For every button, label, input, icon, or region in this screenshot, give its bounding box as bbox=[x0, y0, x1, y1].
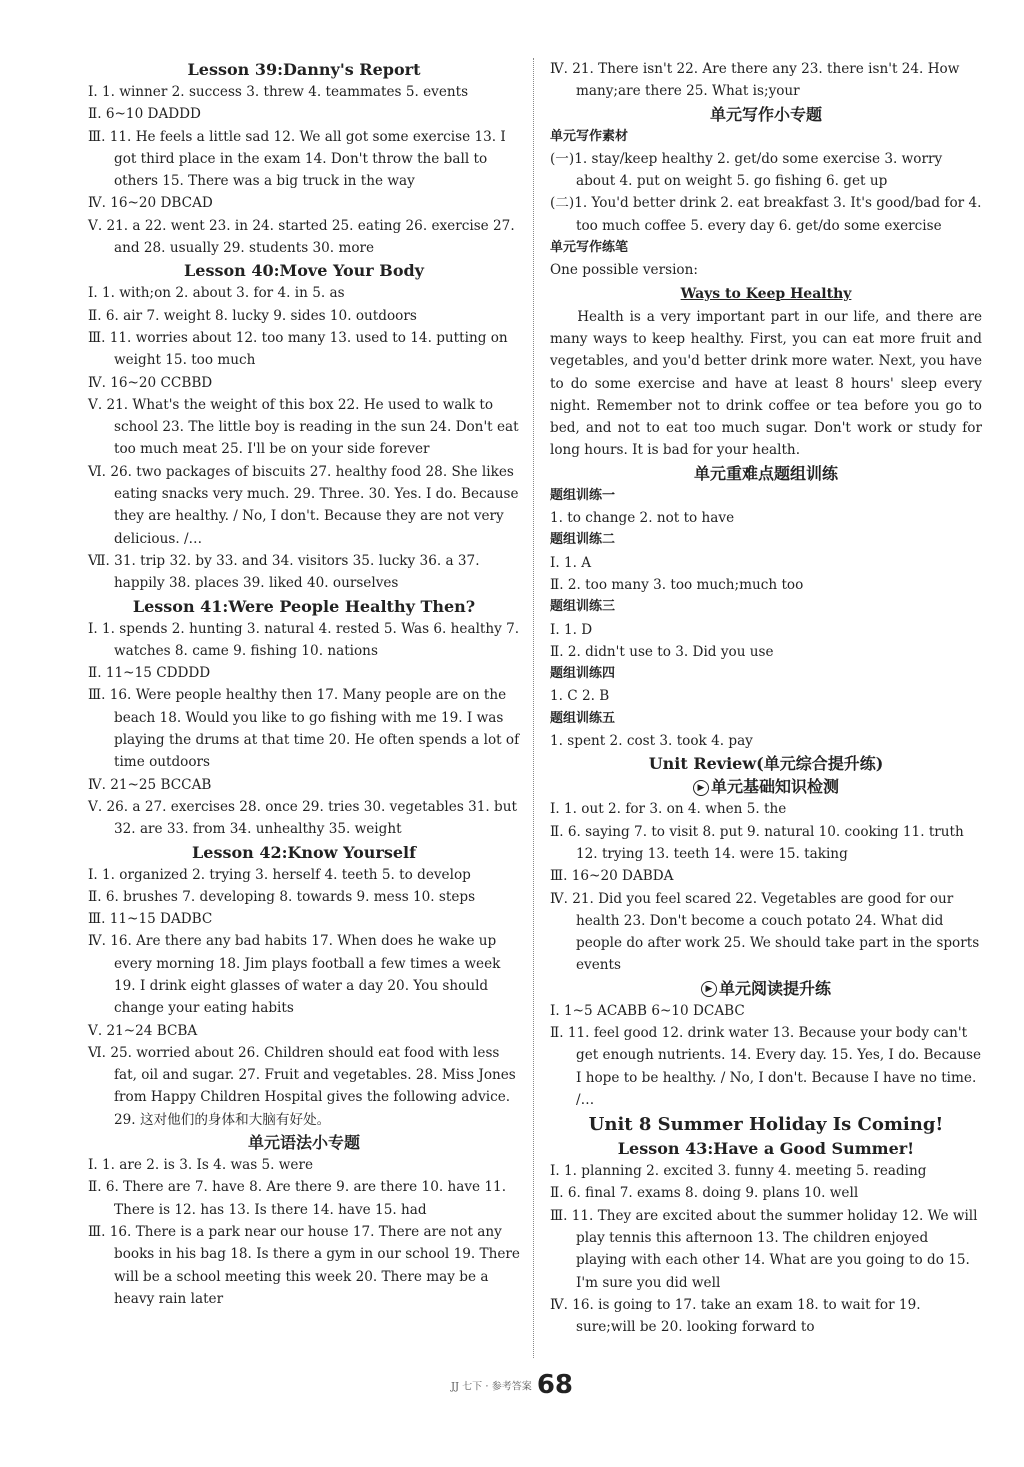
column-divider bbox=[533, 58, 534, 1358]
answer-item: Ⅱ. 11. feel good 12. drink water 13. Because your body can't get enough nutrients. 14. Every day. 15. Yes, I do. Because I hope to be healthy. / No, I don't. Because I have no time. /… bbox=[550, 1024, 982, 1108]
section-title: Lesson 43:Have a Good Summer! bbox=[617, 1139, 915, 1159]
answer-line: Ⅰ. 1. A bbox=[550, 554, 592, 571]
essay-paragraph: Health is a very important part in our life, and there are many ways to keep healthy. First, you can eat more fruit and vegetables, and you'd better drink more water. Next, you have to do some exercise and have at least 8 hours' sleep every night. Remember not to drink coffee or tea before you go to bed, and not to eat too much sugar. Don't work or study for long hours. It is bad for your health. bbox=[550, 308, 982, 459]
answer-line: Ⅰ. 1. D bbox=[550, 621, 593, 638]
play-circle-icon: ▶ bbox=[693, 780, 709, 796]
answer-item: (二)1. You'd better drink 2. eat breakfast 3. It's good/bad for 4. too much coffee 5. every day 6. get/do some exercise bbox=[550, 195, 982, 234]
answer-item: Ⅵ. 26. two packages of biscuits 27. healthy food 28. She likes eating snacks very much. 29. Three. 30. Yes. I do. Because they are healthy. / No, I don't. Because they are not very delicious. /… bbox=[88, 463, 519, 547]
answer-line: 1. C 2. B bbox=[550, 688, 610, 705]
page-number: 68 bbox=[536, 1370, 573, 1400]
section-label: 题组训练三 bbox=[550, 599, 616, 615]
unit-title: Unit 8 Summer Holiday Is Coming! bbox=[588, 1114, 944, 1136]
answer-item: Ⅲ. 11. worries about 12. too many 13. used to 14. putting on weight 15. too much bbox=[88, 329, 508, 369]
answer-item: Ⅰ. 1. out 2. for 3. on 4. when 5. the bbox=[550, 801, 787, 818]
answer-item: Ⅱ. 6. brushes 7. developing 8. towards 9. mess 10. steps bbox=[88, 888, 476, 905]
answer-item: Ⅴ. 21. a 22. went 23. in 24. started 25. eating 26. exercise 27. and 28. usually 29. students 30. more bbox=[88, 217, 515, 257]
answer-line: Ⅱ. 2. too many 3. too much;much too bbox=[550, 576, 804, 593]
section-title: 单元语法小专题 bbox=[247, 1133, 360, 1153]
play-circle-icon: ▶ bbox=[701, 981, 717, 997]
answer-item: Ⅲ. 16. Were people healthy then 17. Many people are on the beach 18. Would you like to go fishing with me 19. I was playing the drums at that time 20. He often spends a lot of time outdoors bbox=[88, 687, 520, 771]
answer-item: Ⅰ. 1. organized 2. trying 3. herself 4. teeth 5. to develop bbox=[88, 866, 471, 883]
section-label: 单元写作素材 bbox=[550, 128, 629, 144]
answer-line: Ⅱ. 2. didn't use to 3. Did you use bbox=[550, 643, 774, 660]
section-title: Lesson 40:Move Your Body bbox=[184, 261, 424, 281]
section-title: Lesson 42:Know Yourself bbox=[192, 842, 416, 862]
answer-item: Ⅰ. 1. winner 2. success 3. threw 4. teammates 5. events bbox=[88, 84, 469, 100]
subsection-title bbox=[550, 776, 982, 798]
page-footer bbox=[0, 1370, 1024, 1400]
answer-item: Ⅲ. 11. They are excited about the summer holiday 12. We will play tennis this afternoon 13. The children enjoyed playing with each other 14. What are you going to do 15. I'm sure you did well bbox=[550, 1207, 978, 1291]
section-title: 单元写作小专题 bbox=[709, 104, 822, 124]
answer-item: Ⅴ. 21~24 BCBA bbox=[88, 1022, 198, 1039]
answer-item: Ⅴ. 21. What's the weight of this box 22. He used to walk to school 23. The little boy is reading in the sun 24. Don't eat too much meat 25. I'll be on your side forever bbox=[88, 396, 519, 458]
answer-item: Ⅲ. 16~20 DABDA bbox=[550, 868, 674, 885]
answer-item: Ⅱ. 6~10 DADDD bbox=[88, 106, 201, 123]
answer-item: Ⅲ. 16. There is a park near our house 17. There are not any books in his bag 18. Is there a gym in our school 19. There will be a school meeting this week 20. There may be a heavy rain later bbox=[88, 1223, 520, 1307]
answer-item: Ⅱ. 6. saying 7. to visit 8. put 9. natural 10. cooking 11. truth 12. trying 13. teeth 14. were 15. taking bbox=[550, 823, 964, 862]
answer-line: One possible version: bbox=[550, 262, 698, 279]
answer-item: Ⅰ. 1. are 2. is 3. Is 4. was 5. were bbox=[88, 1157, 314, 1174]
section-label: 题组训练二 bbox=[550, 532, 616, 548]
answer-item: Ⅴ. 26. a 27. exercises 28. once 29. tries 30. vegetables 31. but 32. are 33. from 34. unhealthy 35. weight bbox=[88, 798, 517, 838]
answer-line: 1. spent 2. cost 3. took 4. pay bbox=[550, 733, 753, 750]
answer-item: Ⅳ. 16. is going to 17. take an exam 18. to wait for 19. sure;will be 20. looking forward to bbox=[550, 1296, 921, 1336]
section-label: 题组训练四 bbox=[550, 666, 616, 682]
section-title: 单元重难点题组训练 bbox=[693, 463, 838, 483]
section-label: 题组训练五 bbox=[550, 710, 616, 726]
subsection-title-text: 单元阅读提升练 bbox=[718, 978, 831, 998]
answer-item: Ⅱ. 11~15 CDDDD bbox=[88, 665, 211, 682]
subsection-title-text: 单元基础知识检测 bbox=[710, 777, 839, 797]
answer-item: Ⅱ. 6. air 7. weight 8. lucky 9. sides 10. outdoors bbox=[88, 307, 417, 324]
answer-item: Ⅰ. 1. planning 2. excited 3. funny 4. meeting 5. reading bbox=[550, 1163, 927, 1180]
answer-item: Ⅰ. 1~5 ACABB 6~10 DCABC bbox=[550, 1002, 745, 1019]
section-label: 单元写作练笔 bbox=[550, 240, 629, 256]
left-column bbox=[88, 58, 520, 1310]
answer-item: Ⅵ. 25. worried about 26. Children should eat food with less fat, oil and sugar. 27. Fruit and vegetables. 28. Miss Jones from Happy Children Hospital gives the following advice. 29. 这对他们的身体和大脑有好处。 bbox=[88, 1044, 516, 1128]
answer-item: Ⅳ. 16~20 DBCAD bbox=[88, 195, 213, 212]
section-title: Lesson 41:Were People Healthy Then? bbox=[132, 596, 476, 616]
answer-item: Ⅳ. 16. Are there any bad habits 17. When does he wake up every morning 18. Jim plays football a few times a week 19. I drink eight glasses of water a day 20. You should change your eating habits bbox=[88, 933, 501, 1017]
answer-item: Ⅳ. 21. There isn't 22. Are there any 23. there isn't 24. How many;are there 25. What is;your bbox=[550, 61, 960, 100]
answer-item: Ⅲ. 11. He feels a little sad 12. We all got some exercise 13. I got third place in the exam 14. Don't throw the ball to others 15. There was a big truck in the way bbox=[88, 128, 506, 190]
answer-item: Ⅰ. 1. with;on 2. about 3. for 4. in 5. as bbox=[88, 285, 345, 302]
answer-item: Ⅶ. 31. trip 32. by 33. and 34. visitors 35. lucky 36. a 37. happily 38. places 39. liked 40. ourselves bbox=[88, 552, 480, 592]
section-label: 题组训练一 bbox=[550, 487, 616, 503]
answer-item: Ⅲ. 11~15 DADBC bbox=[88, 911, 213, 928]
section-title: Unit Review(单元综合提升练) bbox=[648, 754, 884, 774]
answer-item: (一)1. stay/keep healthy 2. get/do some exercise 3. worry about 4. put on weight 5. go fishing 6. get up bbox=[550, 150, 943, 190]
subsection-title bbox=[550, 978, 982, 1000]
right-column bbox=[550, 58, 982, 1339]
answer-item: Ⅳ. 21. Did you feel scared 22. Vegetables are good for our health 23. Don't become a couch potato 24. What did people do after work 25. We should take part in the sports events bbox=[550, 890, 980, 974]
answer-item: Ⅰ. 1. spends 2. hunting 3. natural 4. rested 5. Was 6. healthy 7. watches 8. came 9. fishing 10. nations bbox=[88, 620, 520, 659]
answer-item: Ⅳ. 16~20 CCBBD bbox=[88, 374, 213, 391]
answer-item: Ⅳ. 21~25 BCCAB bbox=[88, 776, 212, 793]
footer-label: JJ 七下 · 参考答案 bbox=[450, 1381, 532, 1393]
answer-line: 1. to change 2. not to have bbox=[550, 510, 735, 527]
section-title: Lesson 39:Danny's Report bbox=[187, 60, 421, 79]
essay-title: Ways to Keep Healthy bbox=[680, 285, 852, 302]
answer-item: Ⅱ. 6. There are 7. have 8. Are there 9. are there 10. have 11. There is 12. has 13. Is there 14. have 15. had bbox=[88, 1179, 507, 1218]
answer-item: Ⅱ. 6. final 7. exams 8. doing 9. plans 10. well bbox=[550, 1185, 859, 1202]
